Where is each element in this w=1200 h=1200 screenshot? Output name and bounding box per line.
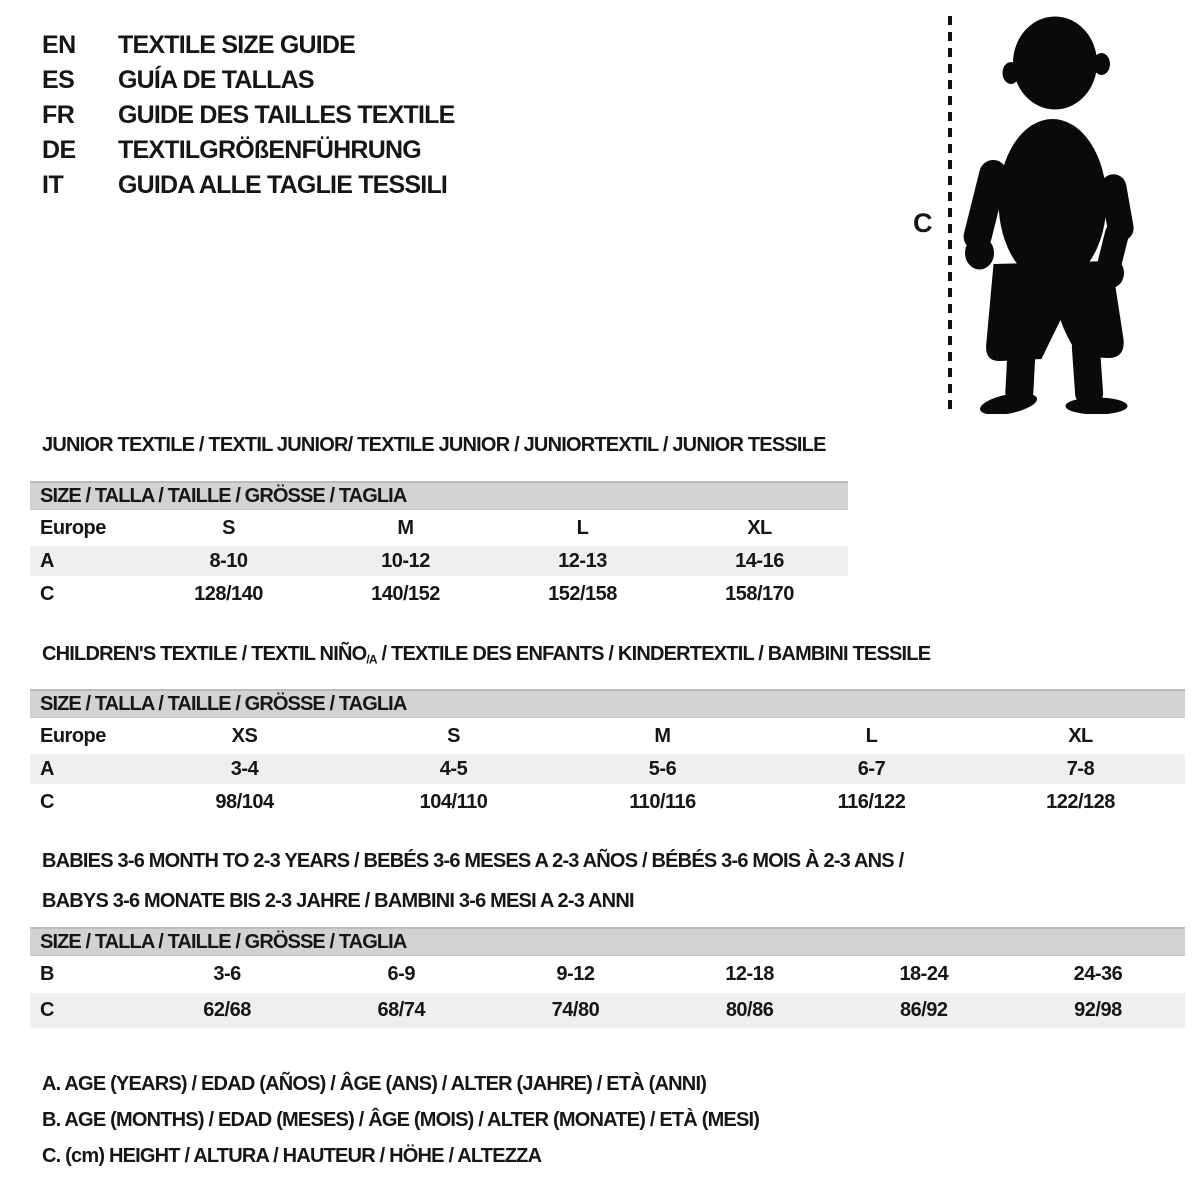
table-cell: 8-10 bbox=[209, 549, 248, 572]
junior-section-heading: JUNIOR TEXTILE / TEXTIL JUNIOR/ TEXTILE JUNIOR / JUNIORTEXTIL / JUNIOR TESSILE bbox=[42, 434, 826, 456]
children-heading-part1: CHILDREN'S TEXTILE / TEXTIL NIÑO bbox=[42, 643, 367, 665]
table-cell: 74/80 bbox=[551, 999, 600, 1021]
table-cell: 10-12 bbox=[381, 549, 430, 572]
babies-section-heading-line1: BABIES 3-6 MONTH TO 2-3 YEARS / BEBÉS 3-6 MESES A 2-3 AÑOS / BÉBÉS 3-6 MOIS À 2-3 ANS / bbox=[42, 850, 904, 872]
babies-section-heading-line2: BABYS 3-6 MONATE BIS 2-3 JAHRE / BAMBINI 3-6 MESI A 2-3 ANNI bbox=[42, 890, 634, 912]
table-cell: 4-5 bbox=[439, 757, 468, 780]
measure-label-c: C bbox=[913, 208, 933, 238]
row-label: C bbox=[40, 582, 54, 605]
table-cell: 7-8 bbox=[1066, 757, 1095, 780]
table-cell: 68/74 bbox=[377, 999, 426, 1021]
table-row bbox=[30, 754, 1185, 784]
table-cell: 86/92 bbox=[899, 999, 948, 1021]
footnote-a: A. AGE (YEARS) / EDAD (AÑOS) / ÂGE (ANS) / ALTER (JAHRE) / ETÀ (ANNI) bbox=[42, 1073, 707, 1095]
footnote-legend bbox=[42, 1066, 759, 1174]
lang-title-it: GUIDA ALLE TAGLIE TESSILI bbox=[118, 171, 448, 199]
table-row bbox=[30, 784, 1185, 820]
lang-title-de: TEXTILGRÖßENFÜHRUNG bbox=[118, 136, 421, 164]
table-cell: 9-12 bbox=[556, 963, 595, 985]
size-header-bar: SIZE / TALLA / TAILLE / GRÖSSE / TAGLIA bbox=[30, 481, 848, 510]
lang-title-es: GUÍA DE TALLAS bbox=[118, 66, 314, 94]
table-cell: 122/128 bbox=[1046, 790, 1115, 813]
table-cell: 12-18 bbox=[725, 963, 774, 985]
lang-code-es: ES bbox=[42, 66, 75, 94]
row-label: A bbox=[40, 549, 54, 572]
children-heading-part2: / TEXTILE DES ENFANTS / KINDERTEXTIL / BAMBINI TESSILE bbox=[376, 643, 931, 665]
lang-code-de: DE bbox=[42, 136, 76, 164]
table-cell: 140/152 bbox=[371, 582, 440, 605]
table-cell: XL bbox=[1068, 724, 1093, 747]
list-item bbox=[42, 63, 455, 98]
table-cell: 104/110 bbox=[419, 790, 488, 813]
children-heading-sub: /A bbox=[366, 652, 377, 667]
list-item bbox=[42, 133, 455, 168]
lang-code-en: EN bbox=[42, 31, 76, 59]
list-item bbox=[42, 168, 455, 203]
table-cell: M bbox=[654, 724, 671, 747]
table-cell: 62/68 bbox=[203, 999, 251, 1021]
table-cell: L bbox=[865, 724, 878, 747]
table-cell: 14-16 bbox=[735, 549, 784, 572]
table-cell: 6-7 bbox=[857, 757, 886, 780]
table-cell: 3-6 bbox=[213, 963, 241, 985]
babies-size-table bbox=[30, 927, 1185, 1028]
table-cell: XS bbox=[231, 724, 258, 747]
lang-title-fr: GUIDE DES TAILLES TEXTILE bbox=[118, 101, 455, 129]
table-row bbox=[30, 576, 848, 612]
junior-size-table bbox=[30, 481, 848, 612]
table-cell: 80/86 bbox=[725, 999, 774, 1021]
table-cell: 98/104 bbox=[215, 790, 274, 813]
row-label: C bbox=[40, 790, 54, 813]
table-cell: 6-9 bbox=[387, 963, 415, 985]
table-cell: 24-36 bbox=[1073, 963, 1123, 985]
table-cell: 5-6 bbox=[648, 757, 677, 780]
list-item bbox=[42, 98, 455, 133]
lang-code-it: IT bbox=[42, 171, 64, 199]
toddler-silhouette-icon bbox=[962, 14, 1138, 414]
row-label: Europe bbox=[40, 724, 106, 747]
height-measure-dashed-line bbox=[946, 16, 954, 416]
table-row bbox=[30, 546, 848, 576]
footnote-c: C. (cm) HEIGHT / ALTURA / HAUTEUR / HÖHE / ALTEZZA bbox=[42, 1145, 542, 1167]
table-cell: 110/116 bbox=[629, 790, 696, 813]
size-header-bar: SIZE / TALLA / TAILLE / GRÖSSE / TAGLIA bbox=[30, 689, 1185, 718]
table-row bbox=[30, 956, 1185, 993]
size-header-bar: SIZE / TALLA / TAILLE / GRÖSSE / TAGLIA bbox=[30, 927, 1185, 956]
table-cell: M bbox=[397, 516, 414, 539]
row-label: C bbox=[40, 999, 54, 1021]
list-item bbox=[42, 28, 455, 63]
table-cell: L bbox=[576, 516, 589, 539]
lang-title-en: TEXTILE SIZE GUIDE bbox=[118, 31, 356, 59]
footnote-b: B. AGE (MONTHS) / EDAD (MESES) / ÂGE (MOIS) / ALTER (MONATE) / ETÀ (MESI) bbox=[42, 1109, 760, 1131]
row-label: A bbox=[40, 757, 54, 780]
row-label: Europe bbox=[40, 516, 106, 539]
table-cell: 116/122 bbox=[837, 790, 906, 813]
table-cell: 128/140 bbox=[194, 582, 263, 605]
table-row bbox=[30, 993, 1185, 1028]
language-title-list bbox=[42, 28, 455, 203]
table-cell: 3-4 bbox=[230, 757, 259, 780]
table-cell: S bbox=[447, 724, 460, 747]
lang-code-fr: FR bbox=[42, 101, 75, 129]
row-label: B bbox=[40, 963, 54, 985]
children-section-heading bbox=[42, 643, 930, 666]
table-cell: 12-13 bbox=[558, 549, 607, 572]
table-row bbox=[30, 510, 848, 546]
table-row bbox=[30, 718, 1185, 754]
table-cell: 92/98 bbox=[1074, 999, 1122, 1021]
table-cell: S bbox=[222, 516, 235, 539]
table-cell: 18-24 bbox=[899, 963, 949, 985]
table-cell: XL bbox=[747, 516, 772, 539]
children-size-table bbox=[30, 689, 1185, 820]
table-cell: 152/158 bbox=[548, 582, 617, 605]
table-cell: 158/170 bbox=[725, 582, 794, 605]
